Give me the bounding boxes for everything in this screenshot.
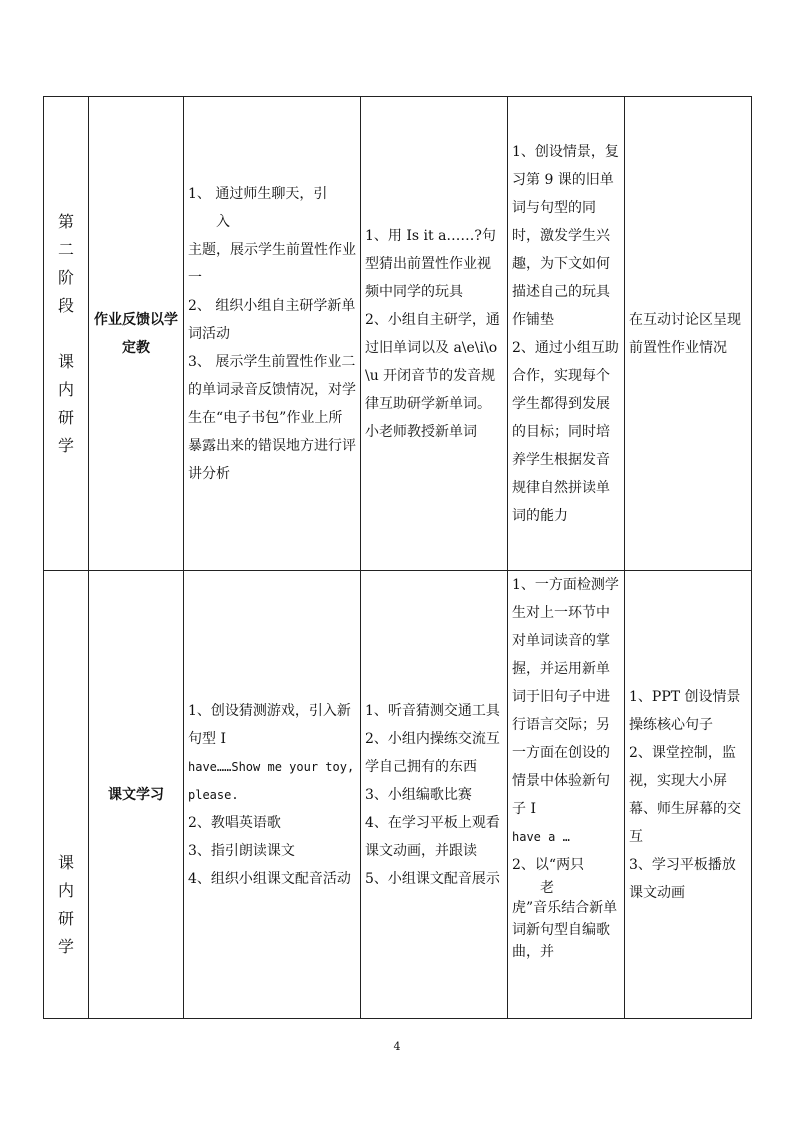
intent-item: 2、通过小组互助合作，实现每个学生都得到发展的目标；同时培养学生根据发音规律自然拼读单词的能力 [512, 339, 619, 524]
stage-sublabel: 课内研学 [57, 351, 74, 455]
lesson-plan-table [43, 96, 752, 1019]
teacher-activity-cell [184, 571, 361, 1019]
teacher-item: 入 [216, 213, 230, 230]
tech-application-cell: 在互动讨论区呈现前置性作业情况 [625, 97, 752, 571]
student-item: 4、在学习平板上观看课文动画，并跟读 [365, 814, 500, 859]
table-row [44, 97, 752, 571]
teacher-activity-cell [184, 97, 361, 571]
intent-item: have a … [512, 830, 570, 844]
stage-label: 第二阶段 [57, 211, 74, 315]
student-item: 2、小组内操练交流互学自己拥有的东西 [365, 730, 500, 775]
teacher-item: 1、创设猜测游戏，引入新句型 I [188, 702, 351, 747]
student-activity-cell [361, 571, 508, 1019]
student-activity-cell [361, 97, 508, 571]
tech-item: 3、学习平板播放课文动画 [629, 856, 736, 901]
stage-label: 课内研学 [57, 852, 74, 956]
table-row [44, 571, 752, 1019]
section-label-feedback: 作业反馈以学定教 [89, 97, 184, 571]
student-item: 3、小组编歌比赛 [365, 786, 472, 803]
teacher-item: 3、指引朗读课文 [188, 842, 295, 859]
teacher-item: have……Show me your toy, please. [188, 759, 355, 802]
design-intent-cell [508, 571, 625, 1019]
teacher-item: 2、教唱英语歌 [188, 814, 281, 831]
page-number: 4 [393, 1040, 401, 1053]
intent-item: 老 [540, 880, 554, 896]
tech-item: 1、PPT 创设情景操练核心句子 [629, 688, 741, 733]
teacher-item: 3、 展示学生前置性作业二的单词录音反馈情况，对学生在“电子书包”作业上所暴露出来的错误地方进行评讲分析 [188, 353, 356, 482]
intent-item: 2、以“两只 [512, 857, 585, 873]
tech-application-cell [625, 571, 752, 1019]
student-item: 1、听音猜测交通工具 [365, 702, 500, 719]
intent-item: 1、创设情景，复习第 9 课的旧单词与句型的同时，激发学生兴趣，为下文如何描述自己的玩具作铺垫 [512, 143, 619, 328]
tech-item: 2、课堂控制，监视，实现大小屏幕、师生屏幕的交互 [629, 744, 741, 845]
intent-item: 虎”音乐结合新单词新句型自编歌曲，并 [512, 900, 618, 960]
stage-label-cell [44, 97, 89, 571]
teacher-item: 主题，展示学生前置性作业一 [188, 241, 356, 286]
teacher-item: 1、 通过师生聊天，引 [188, 185, 328, 202]
student-item: 1、用 Is it a……?句型猜出前置性作业视频中同学的玩具 [365, 227, 496, 300]
intent-item: 1、一方面检测学生对上一环节中对单词读音的掌握，并运用新单词于旧句子中进行语言交际；另一方面在创设的情景中体验新句子 I [512, 577, 619, 817]
stage-label-cell [44, 571, 89, 1019]
student-item: 5、小组课文配音展示 [365, 870, 500, 887]
section-label-text-study: 课文学习 [89, 571, 184, 1019]
student-item: 2、小组自主研学，通过旧单词以及 a\e\i\o\u 开闭音节的发音规律互助研学新单词。小老师教授新单词 [365, 311, 500, 440]
teacher-item: 4、组织小组课文配音活动 [188, 870, 351, 887]
design-intent-cell [508, 97, 625, 571]
teacher-item: 2、 组织小组自主研学新单词活动 [188, 297, 356, 342]
